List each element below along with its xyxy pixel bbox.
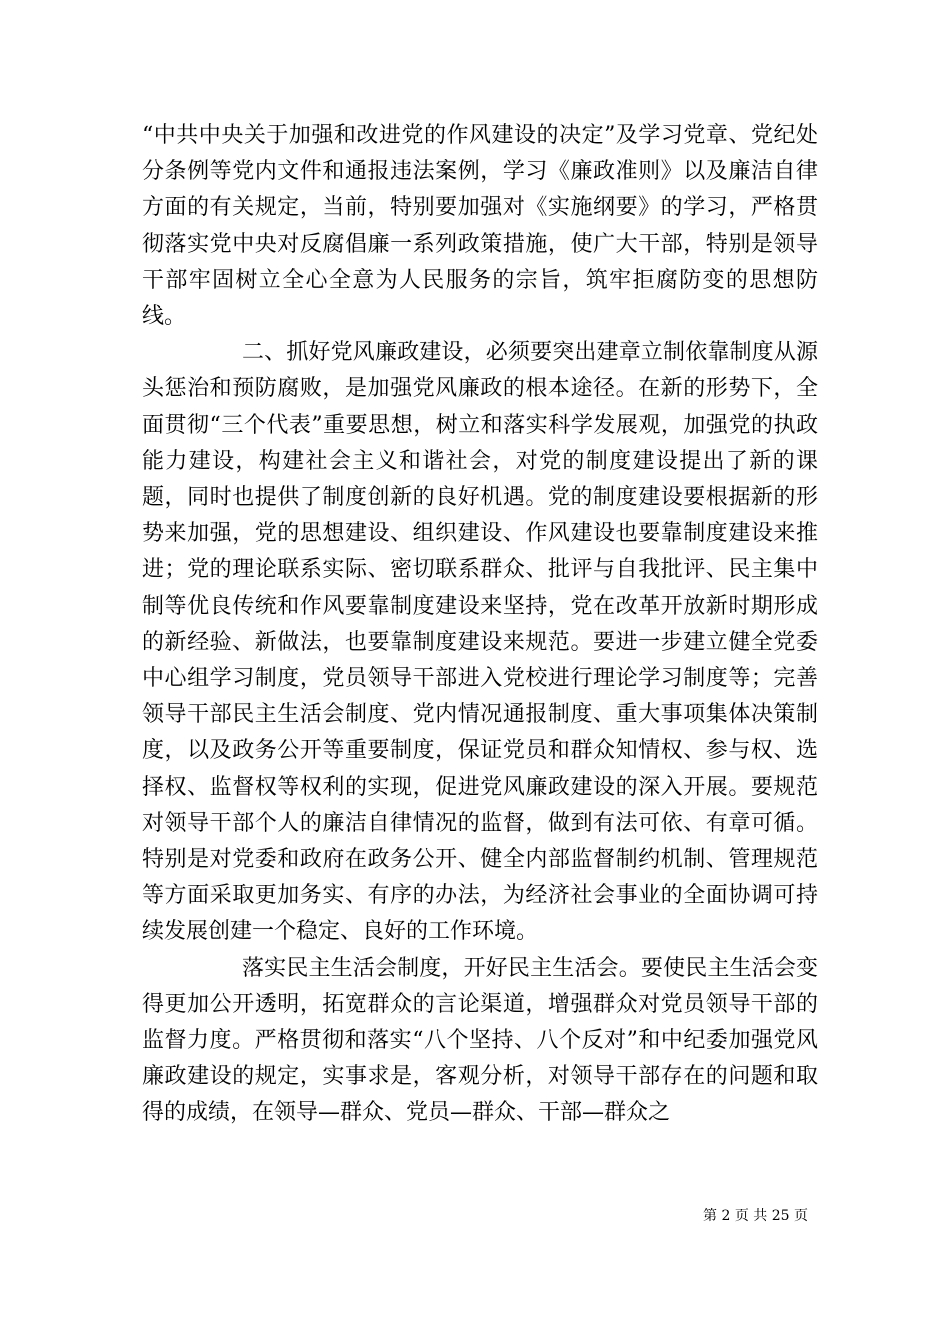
page-number-footer: 第 2 页 共 25 页	[703, 1208, 808, 1224]
paragraph-democratic-life-meeting: 落实民主生活会制度，开好民主生活会。要使民主生活会变得更加公开透明，拓宽群众的言论渠道，增强群众对党员领导干部的监督力度。严格贯彻和落实“八个坚持、八个反对”和中纪委加强党风廉政建设的规定，实事求是，客观分析，对领导干部存在的问题和取得的成绩，在领导—群众、党员—群众、干部—群众之	[142, 955, 818, 1126]
paragraph-institution-building: 二、抓好党风廉政建设，必须要突出建章立制依靠制度从源头惩治和预防腐败，是加强党风廉政的根本途径。在新的形势下，全面贯彻“三个代表”重要思想，树立和落实科学发展观，加强党的执政能力建设，构建社会主义和谐社会，对党的制度建设提出了新的课题，同时也提供了制度创新的良好机遇。党的制度建设要根据新的形势来加强，党的思想建设、组织建设、作风建设也要靠制度建设来推进；党的理论联系实际、密切联系群众、批评与自我批评、民主集中制等优良传统和作风要靠制度建设来坚持，党在改革开放新时期形成的新经验、新做法，也要靠制度建设来规范。要进一步建立健全党委中心组学习制度，党员领导干部进入党校进行理论学习制度等；完善领导干部民主生活会制度、党内情况通报制度、重大事项集体决策制度，以及政务公开等重要制度，保证党员和群众知情权、参与权、选择权、监督权等权利的实现，促进党风廉政建设的深入开展。要规范对领导干部个人的廉洁自律情况的监督，做到有法可依、有章可循。特别是对党委和政府在政务公开、健全内部监督制约机制、管理规范等方面采取更加务实、有序的办法，为经济社会事业的全面协调可持续发展创建一个稳定、良好的工作环境。	[142, 340, 818, 945]
document-body	[142, 118, 818, 1132]
paragraph-party-style-study: “中共中央关于加强和改进党的作风建设的决定”及学习党章、党纪处分条例等党内文件和通报违法案例，学习《廉政准则》以及廉洁自律方面的有关规定，当前，特别要加强对《实施纲要》的学习，严格贯彻落实党中央对反腐倡廉一系列政策措施，使广大干部，特别是领导干部牢固树立全心全意为人民服务的宗旨，筑牢拒腐防变的思想防线。	[142, 123, 818, 330]
